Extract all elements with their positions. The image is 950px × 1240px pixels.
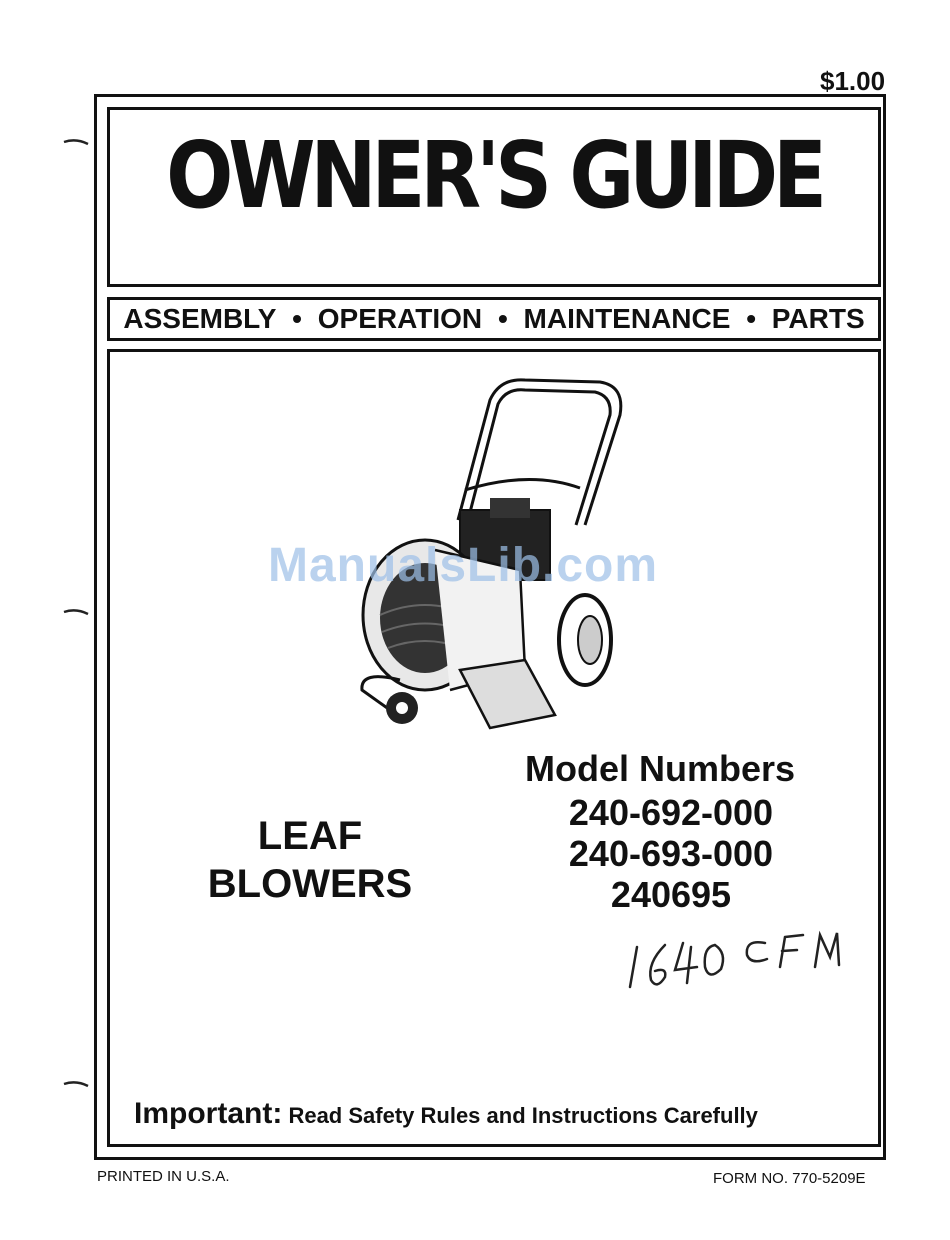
watermark: ManualsLib.com [268, 539, 659, 592]
section-parts: PARTS [771, 303, 865, 334]
page-title: OWNER'S GUIDE [166, 122, 822, 229]
product-name-line: LEAF [257, 814, 363, 858]
price-label: $1.00 [820, 66, 886, 96]
section-separator: • [497, 303, 508, 334]
punch-mark [62, 606, 90, 618]
section-maintenance: MAINTENANCE [523, 303, 731, 334]
product-name-line: BLOWERS [207, 862, 413, 906]
section-separator: • [746, 303, 757, 334]
model-number: 240-693-000 [568, 833, 774, 874]
model-number: 240-692-000 [568, 792, 774, 833]
form-number: FORM NO. 770-5209E [713, 1170, 866, 1187]
section-operation: OPERATION [317, 303, 483, 334]
important-notice [134, 1097, 758, 1131]
important-text: Read Safety Rules and Instructions Carefully [288, 1103, 758, 1128]
section-list [107, 300, 881, 338]
section-separator: • [292, 303, 302, 334]
punch-mark [62, 136, 90, 148]
handwritten-note [625, 925, 855, 995]
model-number: 240695 [610, 874, 732, 915]
printed-in-label: PRINTED IN U.S.A. [97, 1168, 230, 1185]
punch-mark [62, 1078, 90, 1090]
model-numbers-heading: Model Numbers [525, 748, 796, 789]
section-assembly: ASSEMBLY [123, 303, 277, 334]
product-name [200, 812, 420, 908]
important-label: Important: [134, 1097, 283, 1130]
